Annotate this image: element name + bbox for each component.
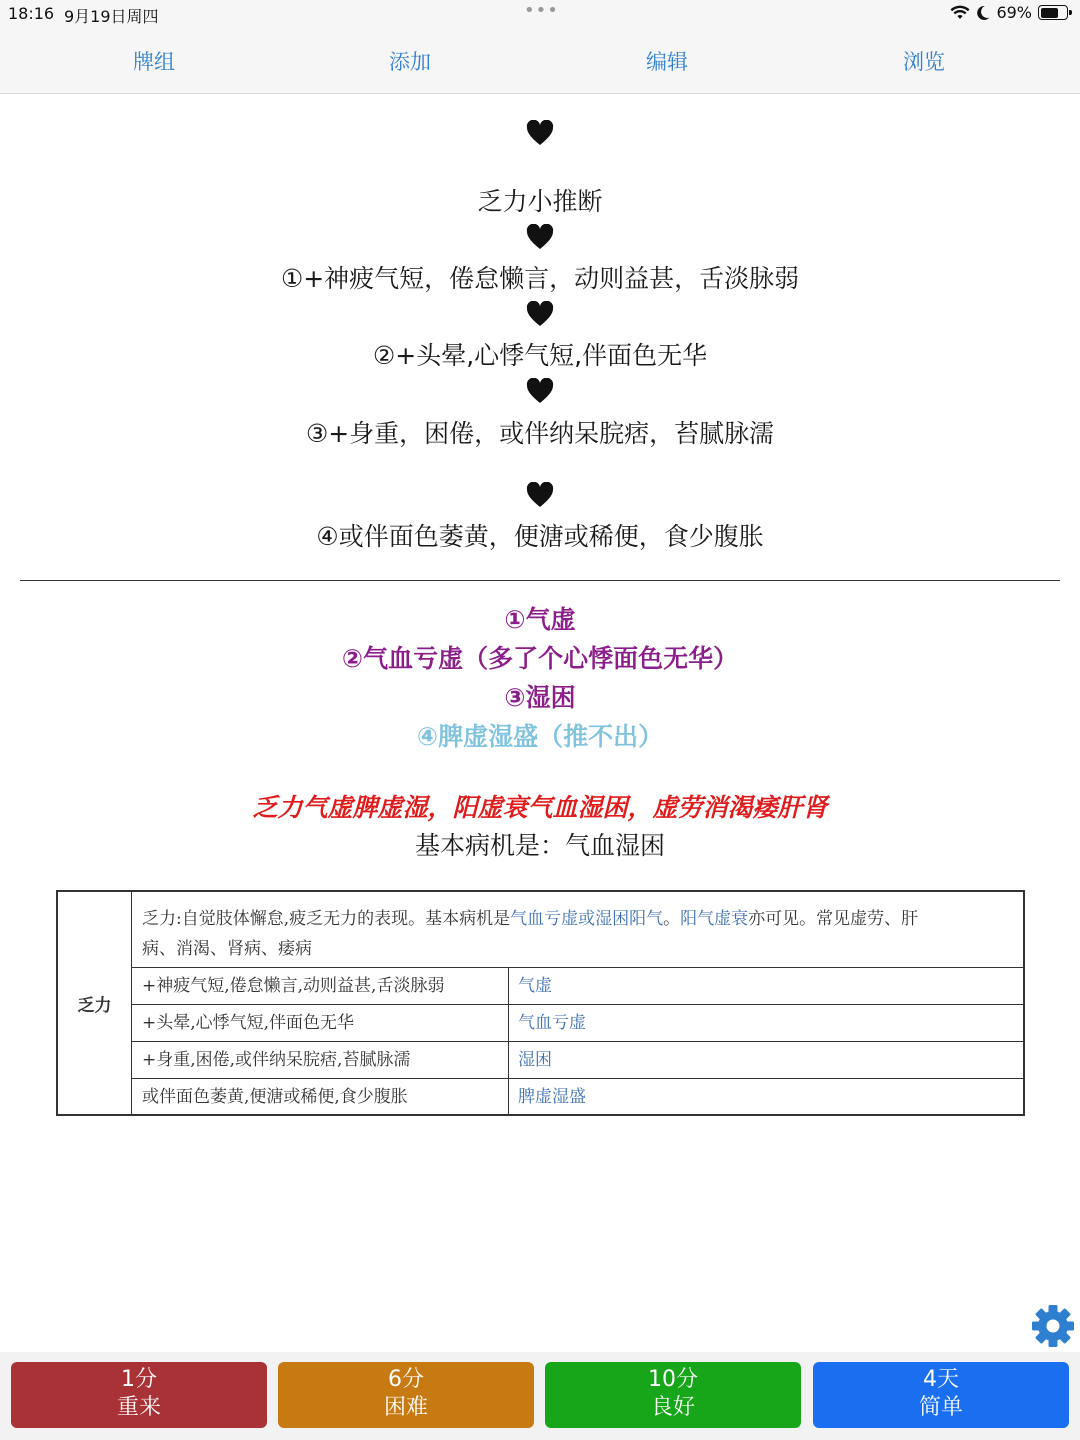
table-symptom: +头晕,心悸气短,伴面色无华	[132, 1005, 509, 1041]
symptom-line-1: ①+神疲气短，倦怠懒言，动则益甚，舌淡脉弱	[280, 264, 800, 293]
battery-fill	[1041, 8, 1058, 18]
table-symptom: +神疲气短,倦怠懒言,动则益甚,舌淡脉弱	[132, 968, 509, 1004]
intro-text-f: 病、消渴、肾病、痿病	[142, 939, 312, 959]
again-label: 重来	[116, 1395, 161, 1420]
good-button[interactable]	[545, 1362, 801, 1428]
intro-text-b: 气血亏虚或湿困阳气	[510, 909, 664, 929]
symptom-line-2: ②+头晕,心悸气短,伴面色无华	[372, 341, 708, 370]
table-symptom: 或伴面色萎黄,便溏或稀便,食少腹胀	[132, 1079, 509, 1116]
battery-percent: 69%	[996, 3, 1032, 22]
answer-button-bar	[0, 1352, 1080, 1440]
nav-edit[interactable]: 编辑	[646, 50, 688, 74]
table-intro	[132, 892, 1025, 968]
again-interval: 1分	[121, 1367, 157, 1392]
table-row-label: 乏力	[58, 892, 132, 1114]
hard-label: 困难	[383, 1395, 428, 1420]
nav-decks[interactable]: 牌组	[133, 50, 175, 74]
answer-4: ④脾虚湿盛（推不出）	[416, 722, 664, 751]
wifi-icon	[950, 5, 970, 21]
battery-icon	[1038, 5, 1068, 20]
mnemonic-line: 乏力气虚脾虚湿，阳虚衰气血湿困，虚劳消渴痿肝肾	[252, 793, 828, 822]
status-indicators	[950, 3, 1068, 22]
easy-button[interactable]	[813, 1362, 1069, 1428]
again-button[interactable]	[11, 1362, 267, 1428]
table-row	[132, 968, 1025, 1005]
black-heart-icon	[526, 378, 554, 404]
moon-icon	[976, 5, 990, 21]
pathogenesis-line: 基本病机是：气血湿困	[414, 831, 665, 860]
answer-3: ③湿困	[504, 683, 576, 712]
intro-text-d: 阳气虚衰	[680, 909, 749, 929]
table-diagnosis: 气虚	[518, 976, 552, 996]
black-heart-icon	[526, 482, 554, 508]
gear-icon[interactable]	[1031, 1304, 1075, 1348]
card-title: 乏力小推断	[477, 187, 603, 216]
answer-2: ②气血亏虚（多了个心悸面色无华）	[341, 644, 739, 673]
intro-text-a: 乏力:自觉肢体懈怠,疲乏无力的表现。基本病机是	[142, 909, 511, 929]
table-row	[132, 1005, 1025, 1042]
status-bar	[0, 0, 1080, 26]
status-date: 9月19日周四	[64, 7, 159, 26]
good-label: 良好	[650, 1395, 695, 1420]
table-diagnosis: 脾虚湿盛	[518, 1087, 586, 1107]
top-nav-bar	[0, 26, 1080, 94]
table-row	[132, 1079, 1025, 1116]
black-heart-icon	[526, 120, 554, 146]
easy-label: 简单	[918, 1395, 963, 1420]
nav-add[interactable]: 添加	[389, 50, 431, 74]
symptom-line-4: ④或伴面色萎黄，便溏或稀便，食少腹胀	[316, 522, 764, 551]
hard-interval: 6分	[388, 1367, 424, 1392]
answer-divider	[20, 580, 1060, 581]
black-heart-icon	[526, 224, 554, 250]
table-row	[132, 1042, 1025, 1079]
hard-button[interactable]	[278, 1362, 534, 1428]
answer-1: ①气虚	[504, 605, 576, 634]
table-symptom: +身重,困倦,或伴纳呆脘痞,苔腻脉濡	[132, 1042, 509, 1078]
symptom-line-3: ③+身重，困倦，或伴纳呆脘痞，苔腻脉濡	[305, 419, 775, 448]
nav-browse[interactable]: 浏览	[903, 50, 945, 74]
textbook-table	[56, 890, 1025, 1116]
good-interval: 10分	[648, 1367, 698, 1392]
status-time: 18:16	[8, 4, 55, 23]
easy-interval: 4天	[923, 1367, 959, 1392]
intro-text-e: 亦可见。常见虚劳、肝	[748, 909, 919, 929]
intro-text-c: 。	[663, 909, 681, 929]
table-diagnosis: 气血亏虚	[518, 1013, 586, 1033]
table-diagnosis: 湿困	[518, 1050, 552, 1070]
multitasking-dots-icon[interactable]: •••	[524, 0, 559, 21]
black-heart-icon	[526, 301, 554, 327]
